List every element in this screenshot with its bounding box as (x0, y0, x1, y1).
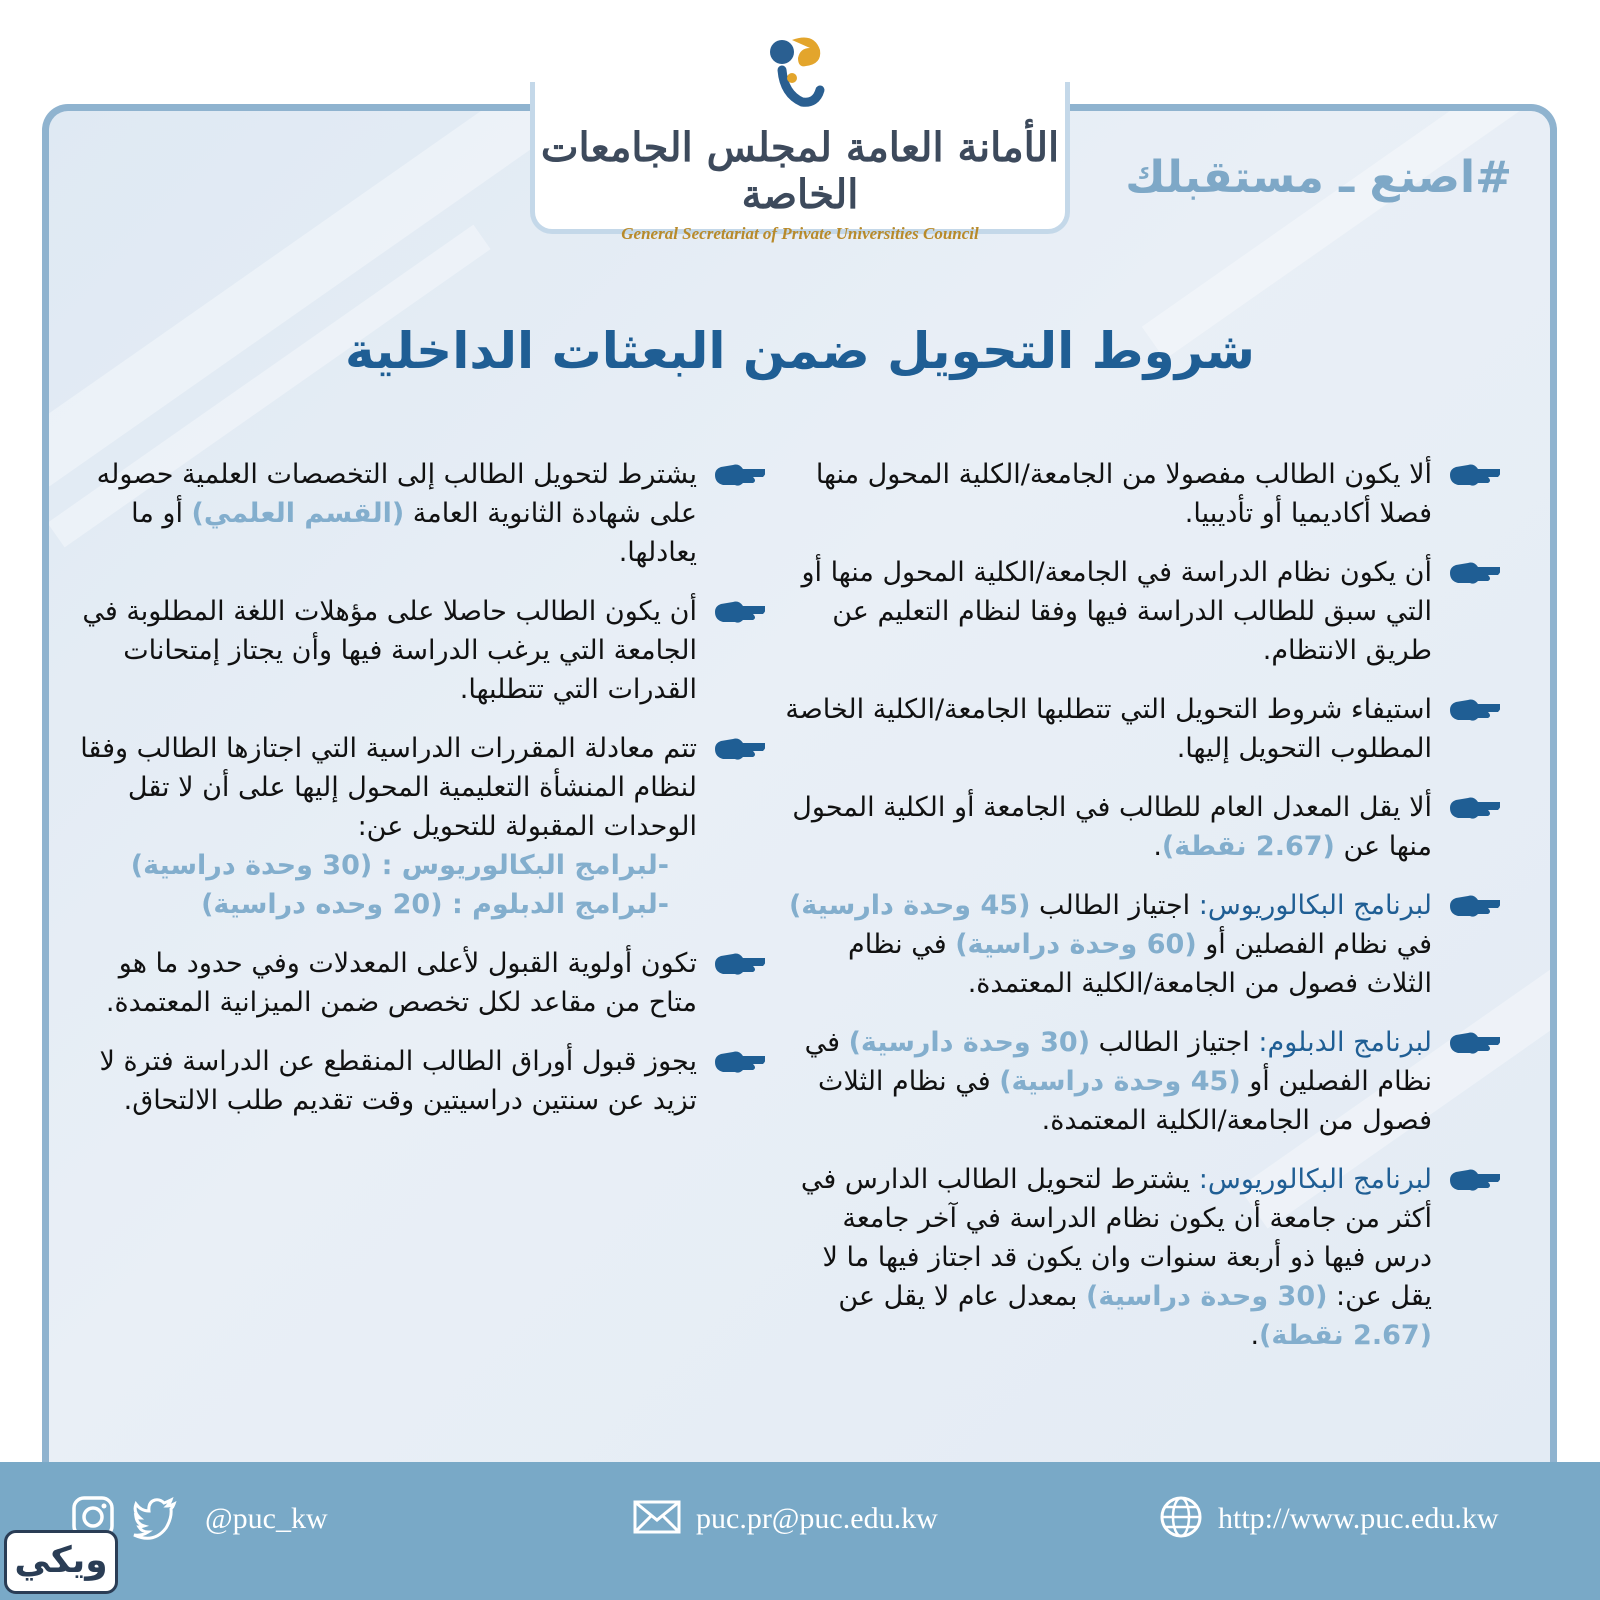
conditions-right-column (780, 455, 1500, 1375)
pointing-hand-icon (1448, 1166, 1500, 1194)
watermark-logo: ويكي (4, 1530, 118, 1594)
conditions-left-column (65, 455, 765, 1140)
list-item: تتم معادلة المقررات الدراسية التي اجتازها الطالب وفقا لنظام المنشأة التعليمية المحول إليها على أن لا تقل الوحدات المقبولة للتحويل عن: -لبرامج البكالوريوس : (30 وحدة دراسية) -لبرامج الدبلوم : (20 وحده دراسية) (65, 729, 765, 924)
bachelor-units-line: -لبرامج البكالوريوس : (30 وحدة دراسية) (130, 850, 669, 881)
list-item: تكون أولوية القبول لأعلى المعدلات وفي حدود ما هو متاح من مقاعد لكل تخصص ضمن الميزانية المعتمدة. (65, 944, 765, 1022)
pointing-hand-icon (1448, 461, 1500, 489)
list-item: يشترط لتحويل الطالب إلى التخصصات العلمية حصوله على شهادة الثانوية العامة (القسم العلمي) أو ما يعادلها. (65, 455, 765, 572)
logo-english-text: General Secretariat of Private Universities Council (621, 224, 979, 243)
pointing-hand-icon (713, 1048, 765, 1076)
list-item: لبرنامج البكالوريوس: يشترط لتحويل الطالب الدارس في أكثر من جامعة أن يكون نظام الدراسة في آخر جامعة درس فيها ذو أربعة سنوات وان يكون قد اجتاز فيها ما لا يقل عن: (30 وحدة دراسية) بمعدل عام لا يقل عن (2.67 نقطة). (780, 1160, 1500, 1355)
globe-icon (1158, 1494, 1204, 1540)
council-logo-icon (762, 30, 840, 108)
pointing-hand-icon (1448, 794, 1500, 822)
twitter-icon[interactable] (132, 1494, 178, 1540)
list-item: يجوز قبول أوراق الطالب المنقطع عن الدراسة فترة لا تزيد عن سنتين دراسيتين وقت تقديم طلب الالتحاق. (65, 1042, 765, 1120)
pointing-hand-icon (713, 598, 765, 626)
list-item: ألا يقل المعدل العام للطالب في الجامعة أو الكلية المحول منها عن (2.67 نقطة). (780, 788, 1500, 866)
page-title: شروط التحويل ضمن البعثات الداخلية (345, 322, 1255, 380)
footer-bar (0, 1462, 1600, 1600)
logo-arabic-text: الأمانة العامة لمجلس الجامعات الخاصة (540, 124, 1060, 218)
pointing-hand-icon (713, 950, 765, 978)
pointing-hand-icon (713, 735, 765, 763)
website-link[interactable]: http://www.puc.edu.kw (1218, 1502, 1499, 1535)
list-item: استيفاء شروط التحويل التي تتطلبها الجامعة/الكلية الخاصة المطلوب التحويل إليها. (780, 690, 1500, 768)
pointing-hand-icon (1448, 559, 1500, 587)
email-link[interactable]: puc.pr@puc.edu.kw (696, 1502, 938, 1535)
pointing-hand-icon (713, 461, 765, 489)
pointing-hand-icon (1448, 892, 1500, 920)
pointing-hand-icon (1448, 696, 1500, 724)
list-item: أن يكون نظام الدراسة في الجامعة/الكلية المحول منها أو التي سبق للطالب الدراسة فيها وفقا لنظام التعليم عن طريق الانتظام. (780, 553, 1500, 670)
list-item: أن يكون الطالب حاصلا على مؤهلات اللغة المطلوبة في الجامعة التي يرغب الدراسة فيها وأن يجتاز إمتحانات القدرات التي تتطلبها. (65, 592, 765, 709)
hashtag-text: #اصنع ـ مستقبلك (1125, 152, 1512, 203)
diploma-units-line: -لبرامج الدبلوم : (20 وحده دراسية) (201, 889, 669, 920)
pointing-hand-icon (1448, 1029, 1500, 1057)
list-item: ألا يكون الطالب مفصولا من الجامعة/الكلية المحول منها فصلا أكاديميا أو تأديبيا. (780, 455, 1500, 533)
list-item: لبرنامج البكالوريوس: اجتياز الطالب (45 وحدة دارسية) في نظام الفصلين أو (60 وحدة دراسية) في نظام الثلاث فصول من الجامعة/الكلية المعتمدة. (780, 886, 1500, 1003)
social-handle-link[interactable]: @puc_kw (205, 1502, 328, 1535)
envelope-icon (632, 1494, 682, 1540)
list-item: لبرنامج الدبلوم: اجتياز الطالب (30 وحدة دارسية) في نظام الفصلين أو (45 وحدة دراسية) في نظام الثلاث فصول من الجامعة/الكلية المعتمدة. (780, 1023, 1500, 1140)
